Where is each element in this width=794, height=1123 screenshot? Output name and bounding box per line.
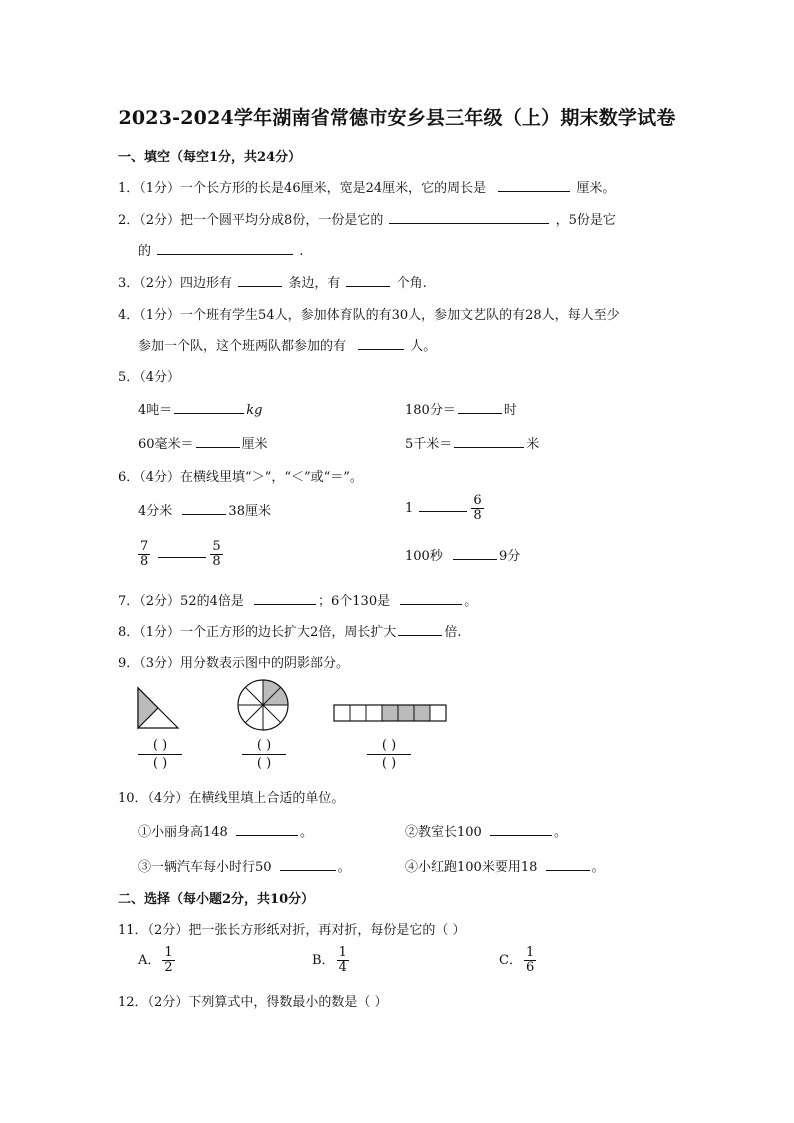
- q6-a-text: 4分米: [138, 504, 173, 519]
- question-5: 5．（4分）: [118, 370, 181, 385]
- question-4: [118, 304, 620, 323]
- q3-answer-blank-1[interactable]: [238, 274, 282, 287]
- q6-a-blank[interactable]: [182, 502, 226, 515]
- q11-option-b-fraction: $\frac{1}{4}$: [338, 945, 347, 975]
- q10-b-blank[interactable]: [490, 823, 552, 836]
- q3-text-end: 个角.: [396, 276, 427, 291]
- q9-answer-2[interactable]: ( ) ( ): [242, 738, 286, 771]
- q6-d-text: 100秒: [405, 549, 443, 564]
- q9-circle-figure: [236, 678, 290, 732]
- q5-a-unit: kg: [246, 403, 263, 418]
- question-11: 11．（2分）把一张长方形纸对折，再对折，每份是它的（ ）: [118, 923, 466, 938]
- q5-d-unit: 米: [526, 437, 540, 452]
- q9-bar-figure: [333, 703, 447, 723]
- q5-item-d: [405, 433, 539, 452]
- q6-item-d: [405, 545, 520, 564]
- q6-b-text: 1: [405, 501, 414, 516]
- q7-text-mid: ；6个130是: [318, 594, 391, 609]
- q2-answer-blank-2[interactable]: [157, 242, 293, 255]
- q4-text-line2: 参加一个队，这个班两队都参加的有: [138, 339, 347, 354]
- q5-c-unit: 厘米: [241, 437, 268, 452]
- q11-option-b[interactable]: B． $\frac{1}{4}$: [312, 945, 347, 975]
- question-6: 6．（4分）在横线里填“＞”，“＜”或“＝”。: [118, 470, 363, 485]
- q9-triangle-figure: [136, 686, 182, 730]
- question-12: 12．（2分）下列算式中，得数最小的数是（ ）: [118, 995, 388, 1010]
- question-9: 9．（3分）用分数表示图中的阴影部分。: [118, 656, 350, 671]
- q5-b-unit: 时: [503, 403, 517, 418]
- q6-b-fraction: $\frac{6}{8}$: [473, 493, 482, 523]
- q5-item-a: [138, 399, 262, 418]
- question-3: [118, 272, 427, 291]
- q2-text-line2: 的: [138, 244, 152, 259]
- q10-item-b: ②教室长100 。: [405, 825, 567, 840]
- q8-text: 8．（1分）一个正方形的边长扩大2倍，周长扩大: [118, 625, 397, 640]
- q7-answer-blank-1[interactable]: [254, 592, 316, 605]
- q5-d-text: 5千米＝: [405, 437, 453, 452]
- q6-item-a: [138, 500, 271, 519]
- q1-unit: 厘米。: [576, 181, 616, 196]
- q3-text-mid: 条边，有: [288, 276, 341, 291]
- q7-text: 7．（2分）52的4倍是: [118, 594, 244, 609]
- q9-answer-3[interactable]: ( ) ( ): [367, 738, 411, 771]
- q1-text: 1．（1分）一个长方形的长是46厘米，宽是24厘米，它的周长是: [118, 181, 487, 196]
- q6-item-b: [405, 494, 486, 523]
- q4-answer-blank[interactable]: [358, 337, 404, 350]
- q2-text: 2．（2分）把一个圆平均分成8份，一份是它的: [118, 213, 384, 228]
- q10-a-blank[interactable]: [236, 823, 298, 836]
- q8-answer-blank[interactable]: [398, 623, 442, 636]
- question-2-line-2: [138, 240, 303, 259]
- q10-c-blank[interactable]: [280, 858, 336, 871]
- q5-c-text: 60毫米＝: [138, 437, 194, 452]
- question-7: [118, 590, 477, 609]
- section-fill-in-heading: 一、填空（每空1分，共24分）: [118, 150, 302, 165]
- q6-d-blank[interactable]: [453, 547, 497, 560]
- q5-item-c: [138, 433, 268, 452]
- q1-answer-blank[interactable]: [498, 179, 570, 192]
- q5-b-text: 180分＝: [405, 403, 456, 418]
- q2-text-mid: ，5份是它: [555, 213, 616, 228]
- q10-item-a: ①小丽身高148 。: [138, 825, 313, 840]
- q10-d-blank[interactable]: [546, 858, 590, 871]
- q5-a-blank[interactable]: [174, 401, 244, 414]
- question-4-line-2: [138, 335, 436, 354]
- q10-item-d: ④小红跑100米要用18 。: [405, 860, 605, 875]
- q9-answer-1[interactable]: ( ) ( ): [138, 738, 182, 771]
- q10-item-c: ③一辆汽车每小时行50 。: [138, 860, 351, 875]
- q2-answer-blank-1[interactable]: [389, 211, 549, 224]
- q2-text-end: .: [299, 244, 304, 259]
- q5-b-blank[interactable]: [458, 401, 502, 414]
- q10-d-text: ④小红跑100米要用18: [405, 860, 538, 875]
- q10-a-text: ①小丽身高148: [138, 825, 228, 840]
- question-1: [118, 177, 615, 196]
- q4-unit: 人。: [410, 339, 437, 354]
- page-title: 2023-2024学年湖南省常德市安乡县三年级（上）期末数学试卷: [118, 107, 676, 129]
- q6-c-blank[interactable]: [158, 545, 206, 558]
- q8-text-end: 倍.: [444, 625, 462, 640]
- q7-text-end: 。: [464, 594, 478, 609]
- question-2: [118, 209, 616, 228]
- q6-d-unit: 9分: [498, 549, 521, 564]
- section-choice-heading: 二、选择（每小题2分，共10分）: [118, 892, 315, 907]
- q6-c-fraction-2: $\frac{5}{8}$: [212, 539, 221, 569]
- q6-a-text-2: 38厘米: [228, 504, 271, 519]
- q3-answer-blank-2[interactable]: [346, 274, 390, 287]
- question-10: 10．（4分）在横线里填上合适的单位。: [118, 791, 345, 806]
- q6-b-blank[interactable]: [419, 499, 467, 512]
- q6-c-fraction-1: $\frac{7}{8}$: [140, 539, 149, 569]
- q11-option-a[interactable]: A． $\frac{1}{2}$: [138, 945, 173, 975]
- q3-text: 3．（2分）四边形有: [118, 276, 233, 291]
- q5-item-b: [405, 399, 517, 418]
- q7-answer-blank-2[interactable]: [400, 592, 462, 605]
- q5-d-blank[interactable]: [454, 435, 524, 448]
- q11-option-c[interactable]: C． $\frac{1}{6}$: [499, 945, 535, 975]
- q5-a-text: 4吨＝: [138, 403, 173, 418]
- q6-item-c: [136, 540, 225, 569]
- q10-b-text: ②教室长100: [405, 825, 482, 840]
- q11-option-a-fraction: $\frac{1}{2}$: [164, 945, 173, 975]
- q11-option-c-fraction: $\frac{1}{6}$: [525, 945, 535, 975]
- q5-c-blank[interactable]: [196, 435, 240, 448]
- q10-c-text: ③一辆汽车每小时行50: [138, 860, 272, 875]
- q4-text: 4．（1分）一个班有学生54人，参加体育队的有30人，参加文艺队的有28人，每人至少: [118, 308, 620, 323]
- question-8: [118, 621, 461, 640]
